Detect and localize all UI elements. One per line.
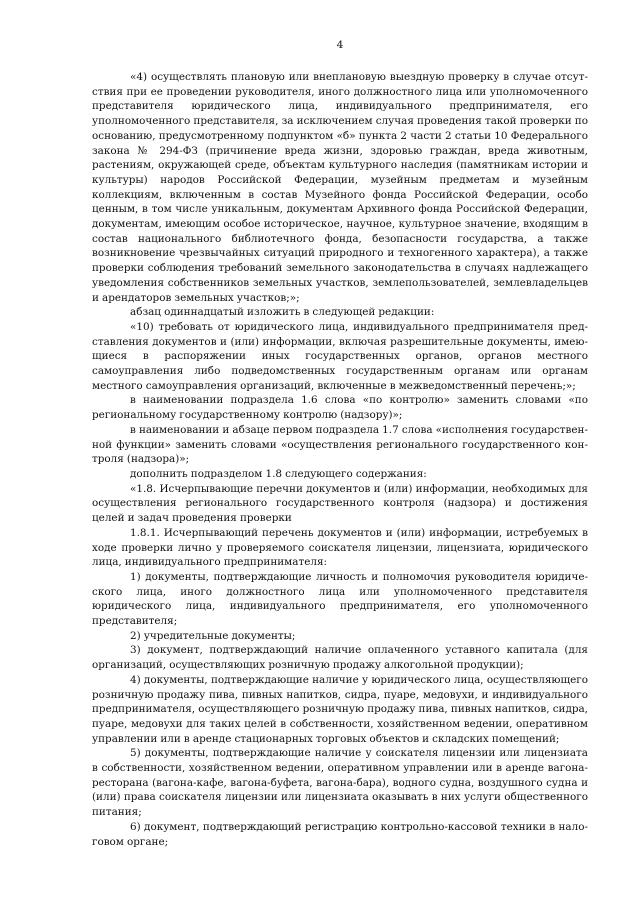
paragraph-item-4: «4) осуществлять плановую или внеплановую выездную проверку в случае отсутствия при ее проведении руководителя, иного должностного лица или уполномоченного представителя юридического лица, индивидуального предпринимателя, его уполномоченного представителя, за исключением случая проведения такой проверки по основанию, предусмотренному подпунктом «б» пункта 2 части 2 статьи 10 Федерального закона № 294-ФЗ (причинение вреда жизни, здоровью граждан, вреда животным, растениям, окружающей среде, объектам культурного наследия (памятникам истории и культуры) народов Российской Федерации, музейным предметам и музейным коллекциям, включенным в состав Музейного фонда Российской Федерации, особо ценным, в том числе уникальным, документам Архивного фонда Российской Федерации, документам, имеющим особое историческое, научное, культурное значение, входящим в состав национального библиотечного фонда, безопасности государства, а также возникновение чрезвычайных ситуаций природного и техногенного характера), а также проверки соблюдения требований земельного законодательства в случаях надлежащего уведомления собственников земельных участков, землепользователей, землевладельцев и арендаторов земельных участков;»; bbox=[92, 71, 588, 304]
paragraph-item-10: «10) требовать от юридического лица, индивидуального предпринимателя представления документов и (или) информации, включая разрешительные документы, имеющиеся в распоряжении иных государственных органов, органов местного самоуправления либо подведомственных государственным органам или органам местного самоуправления организаций, включенные в межведомственный перечень;»; bbox=[92, 320, 588, 392]
page-number: 4 bbox=[336, 39, 344, 51]
paragraph-abzac-11: абзац одиннадцатый изложить в следующей редакции: bbox=[130, 306, 435, 319]
paragraph-subsection-1-8-title: «1.8. Исчерпывающие перечни документов и (или) информации, необходимых для осуществления регионального государственного контроля (надзора) и достижения целей и задач проведения проверки bbox=[92, 482, 588, 525]
paragraph-subsection-1-6: в наименовании подраздела 1.6 слова «по контролю» заменить словами «по региональному государственному контролю (надзору)»; bbox=[92, 394, 588, 422]
list-item-2: 2) учредительные документы; bbox=[130, 629, 296, 642]
paragraph-subsection-1-7: в наименовании и абзаце первом подраздела 1.7 слова «исполнения государственной функции» заменить словами «осуществления регионального государственного контроля (надзора)»; bbox=[92, 423, 588, 466]
list-item-6: 6) документ, подтверждающий регистрацию контрольно-кассовой техники в налоговом органе; bbox=[92, 820, 588, 848]
list-item-3: 3) документ, подтверждающий наличие оплаченного уставного капитала (для организаций, осуществляющих розничную продажу алкогольной продукции); bbox=[92, 644, 588, 672]
list-item-5: 5) документы, подтверждающие наличие у соискателя лицензии или лицензиата в собственности, хозяйственном ведении, оперативном управлении или в аренде вагона-ресторана (вагона-кафе, вагона-буфета, вагона-бара), водного судна, воздушного судна и (или) права соискателя лицензии или лицензиата оказывать в них услуги общественного питания; bbox=[92, 747, 588, 819]
list-item-4: 4) документы, подтверждающие наличие у юридического лица, осуществляющего розничную продажу пива, пивных напитков, сидра, пуаре, медовухи, и индивидуального предпринимателя, осуществляющего розничную продажу пива, пивных напитков, сидра, пуаре, медовухи для таких целей в собственности, хозяйственном ведении, оперативном управлении или в аренде стационарных торговых объектов и складских помещений; bbox=[92, 673, 588, 745]
paragraph-add-subsection: дополнить подразделом 1.8 следующего содержания: bbox=[130, 467, 427, 480]
paragraph-1-8-1: 1.8.1. Исчерпывающий перечень документов и (или) информации, истребуемых в ходе проверки лично у проверяемого соискателя лицензии, лицензиата, юридического лица, индивидуального предпринимателя: bbox=[92, 526, 588, 569]
list-item-1: 1) документы, подтверждающие личность и полномочия руководителя юридического лица, иного должностного лица или уполномоченного представителя юридического лица, индивидуального предпринимателя, его уполномоченного представителя; bbox=[92, 570, 588, 628]
